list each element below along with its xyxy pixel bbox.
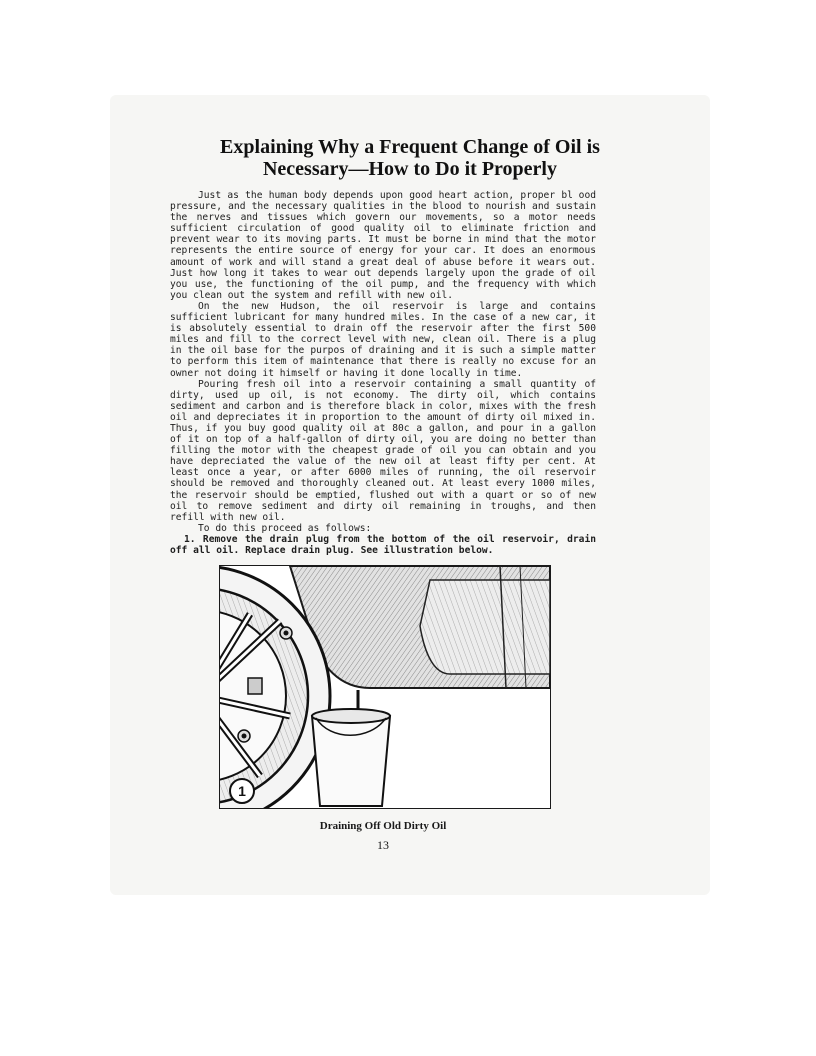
drain-illustration-drawing bbox=[220, 566, 550, 808]
paragraph-heart-action: Just as the human body depends upon good heart action, proper bl ood pressure, and the necessary qualities in the blood to nourish and sustain the nerves and tissues which govern our movements, so a motor needs sufficient circulation of good quality oil to eliminate friction and prevent wear to its moving parts. It must be borne in mind that the motor represents the entire source of energy for your car. It does an enormous amount of work and will stand a great deal of abuse before it wears out. Just how long it takes to wear out depends largely upon the grade of oil you use, the functioning of the oil pump, and the frequency with which you clean out the system and refill with new oil. bbox=[170, 190, 596, 301]
paragraph-proceed: To do this proceed as follows: bbox=[198, 522, 372, 534]
article-body bbox=[170, 190, 596, 556]
title-line-2: Necessary—How to Do it Properly bbox=[262, 158, 557, 180]
paragraph-oil-reservoir: On the new Hudson, the oil reservoir is large and contains sufficient lubricant for many hundred miles. In the case of a new car, it is absolutely essential to drain off the reservoir after the first 500 miles and fill to the correct level with new, clean oil. There is a plug in the oil base for the purpos of draining and it is such a simple matter to perform this item of maintenance that there is really no excuse for an owner not doing it himself or having it done locally in time. bbox=[170, 300, 596, 379]
drain-plug bbox=[248, 678, 262, 694]
figure-marker-number: 1 bbox=[238, 783, 246, 799]
page-number: 13 bbox=[377, 838, 389, 852]
page-title bbox=[150, 136, 670, 180]
figure-caption: Draining Off Old Dirty Oil bbox=[319, 820, 447, 832]
bucket bbox=[312, 716, 390, 806]
title-line-1: Explaining Why a Frequent Change of Oil is bbox=[220, 136, 600, 158]
drain-illustration bbox=[219, 565, 551, 809]
paragraph-fresh-oil: Pouring fresh oil into a reservoir containing a small quantity of dirty, used up oil, is not economy. The dirty oil, which contains sediment and carbon and is therefore black in color, mixes with the fresh oil and depreciates it in proportion to the amount of dirty oil mixed in. Thus, if you buy good quality oil at 80c a gallon, and pour in a gallon of it on top of a half-gallon of dirty oil, you are doing no better than filling the motor with the cheapest grade of oil you can obtain and you have depreciated the value of the new oil at least fifty per cent. At least once a year, or after 6000 miles of running, the oil reservoir should be removed and thoroughly cleaned out. At least every 1000 miles, the reservoir should be emptied, flushed out with a quart or so of new oil to remove sediment and dirty oil remaining in troughs, and then refill with new oil. bbox=[170, 378, 596, 523]
step-1-instruction: 1. Remove the drain plug from the bottom of the oil reservoir, drain off all oil. Replace drain plug. See illustration below. bbox=[170, 533, 596, 556]
